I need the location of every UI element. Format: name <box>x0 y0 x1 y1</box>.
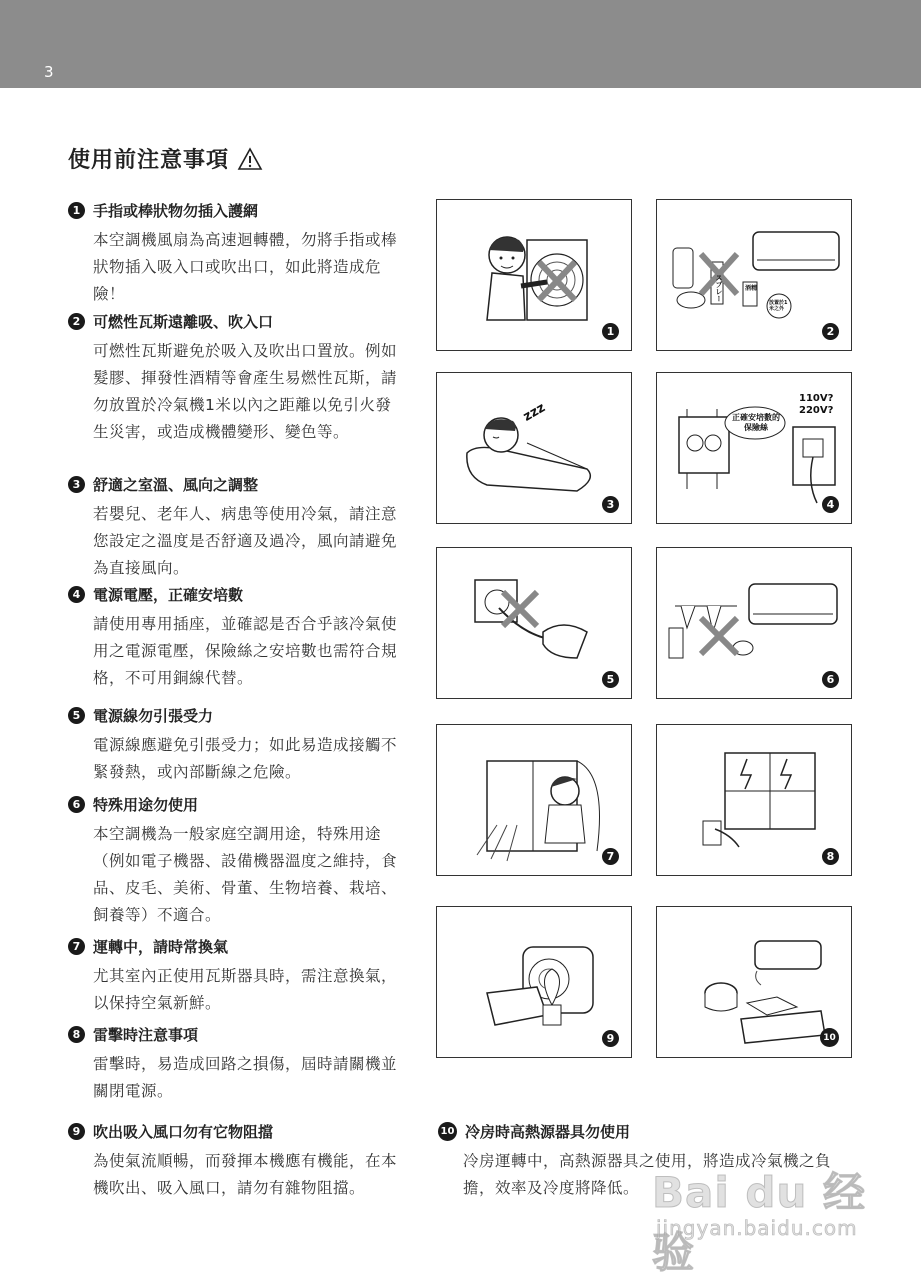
item-number: 4 <box>68 586 85 603</box>
item-body: 若嬰兒、老年人、病患等使用冷氣，請注意您設定之溫度是否舒適及過冷，風向請避免為直接風向。 <box>93 505 398 577</box>
item-body: 本空調機為一般家庭空調用途，特殊用途（例如電子機器、設備機器溫度之維持，食品、皮毛、美術、骨董、生物培養、栽培、飼養等）不適合。 <box>93 825 398 924</box>
voltage-110: 110V? <box>799 393 834 404</box>
item-number: 7 <box>68 938 85 955</box>
warning-icon <box>237 147 263 171</box>
notice-item-5 <box>68 705 408 786</box>
item-number: 9 <box>68 1123 85 1140</box>
fuse-bubble: 正確安培數的保險絲 <box>732 413 780 432</box>
item-number: 10 <box>438 1122 457 1141</box>
illustration-panel-4 <box>656 372 852 524</box>
watermark-brand: Bai du 经验 <box>652 1168 866 1277</box>
notice-item-1 <box>68 200 408 308</box>
illustration-panel-9 <box>436 906 632 1058</box>
illustration-panel-1 <box>436 199 632 351</box>
illustration-panel-8 <box>656 724 852 876</box>
item-body: 請使用專用插座，並確認是否合乎該冷氣使用之電源電壓，保險絲之安培數也需符合規格，不可用銅線代替。 <box>93 615 398 687</box>
notice-item-9 <box>68 1121 408 1202</box>
illustration-panel-10 <box>656 906 852 1058</box>
panel-number: 10 <box>820 1028 839 1047</box>
item-heading: 運轉中，請時常換氣 <box>93 938 229 956</box>
item-number: 5 <box>68 707 85 724</box>
item-heading: 電源電壓，正確安培數 <box>93 586 244 604</box>
header-bar <box>0 0 921 88</box>
notice-item-3 <box>68 474 408 582</box>
item-number: 6 <box>68 796 85 813</box>
snore-text: zzz <box>520 400 548 425</box>
spray-label: スプレー <box>715 274 723 302</box>
item-body: 雷擊時，易造成回路之損傷，屆時請關機並關閉電源。 <box>93 1055 398 1100</box>
panel-number: 5 <box>602 671 619 688</box>
item-body: 為使氣流順暢，而發揮本機應有機能，在本機吹出、吸入風口，請勿有雜物阻擋。 <box>93 1152 398 1197</box>
panel-number: 9 <box>602 1030 619 1047</box>
panel-number: 8 <box>822 848 839 865</box>
bottle-label: 酒精 <box>745 285 758 292</box>
item-heading: 冷房時高熱源器具勿使用 <box>465 1123 631 1141</box>
panel-number: 7 <box>602 848 619 865</box>
illustration-panel-2 <box>656 199 852 351</box>
page-title-text: 使用前注意事項 <box>68 148 230 173</box>
item-heading: 舒適之室溫、風向之調整 <box>93 476 259 494</box>
notice-item-8 <box>68 1024 408 1105</box>
distance-note: 放置於1米之外 <box>769 300 788 312</box>
item-body: 冷房運轉中，高熱源器具之使用，將造成冷氣機之負擔，效率及冷度將降低。 <box>463 1152 832 1197</box>
item-body: 本空調機風扇為高速迴轉體，勿將手指或棒狀物插入吸入口或吹出口，如此將造成危險！ <box>93 231 398 303</box>
item-heading: 可燃性瓦斯遠離吸、吹入口 <box>93 313 274 331</box>
panel-number: 1 <box>602 323 619 340</box>
item-body: 尤其室內正使用瓦斯器具時，需注意換氣，以保持空氣新鮮。 <box>93 967 398 1012</box>
panel-number: 4 <box>822 496 839 513</box>
notice-item-6 <box>68 794 408 929</box>
page-title <box>68 143 263 174</box>
item-heading: 吹出吸入風口勿有它物阻擋 <box>93 1123 274 1141</box>
notice-item-4 <box>68 584 408 692</box>
item-number: 8 <box>68 1026 85 1043</box>
item-body: 可燃性瓦斯避免於吸入及吹出口置放。例如髮膠、揮發性酒精等會產生易燃性瓦斯，請勿放置於冷氣機1米以內之距離以免引火發生災害，或造成機體變形、變色等。 <box>93 342 398 441</box>
voltage-220: 220V? <box>799 405 834 416</box>
item-number: 2 <box>68 313 85 330</box>
illustration-panel-3 <box>436 372 632 524</box>
item-heading: 手指或棒狀物勿插入護網 <box>93 202 259 220</box>
panel-number: 2 <box>822 323 839 340</box>
illustration-panel-6 <box>656 547 852 699</box>
item-body: 電源線應避免引張受力；如此易造成接觸不緊發熱，或內部斷線之危險。 <box>93 736 398 781</box>
illustration-panel-5 <box>436 547 632 699</box>
panel-number: 3 <box>602 496 619 513</box>
watermark-url: jingyan.baidu.com <box>656 1216 858 1240</box>
item-number: 3 <box>68 476 85 493</box>
illustration-panel-7 <box>436 724 632 876</box>
notice-item-2 <box>68 311 408 446</box>
item-number: 1 <box>68 202 85 219</box>
item-heading: 雷擊時注意事項 <box>93 1026 199 1044</box>
item-heading: 電源線勿引張受力 <box>93 707 214 725</box>
page-number: 3 <box>44 63 54 81</box>
notice-item-7 <box>68 936 408 1017</box>
panel-number: 6 <box>822 671 839 688</box>
item-heading: 特殊用途勿使用 <box>93 796 199 814</box>
watermark <box>652 1160 872 1277</box>
